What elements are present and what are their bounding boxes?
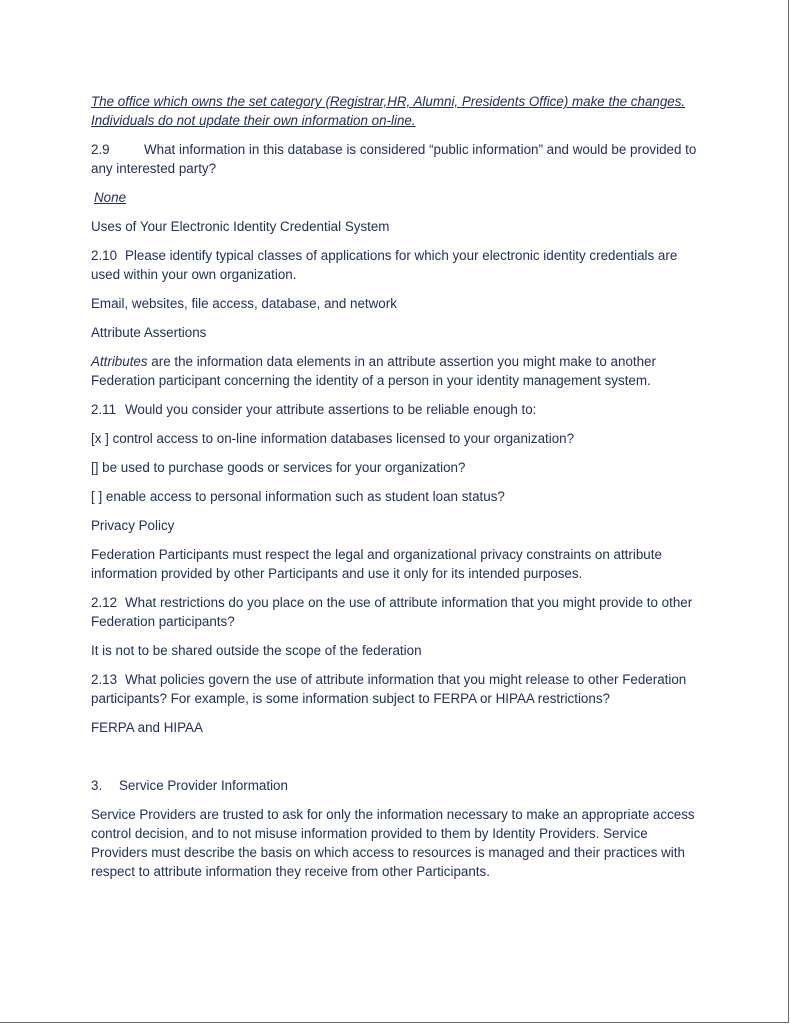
answer-2-9 [91, 188, 703, 207]
option-control-access: [x ] control access to on-line information databases licensed to your organization? [91, 431, 575, 446]
document-body [91, 92, 703, 881]
question-2-12 [91, 593, 703, 631]
question-text: What information in this database is considered “public information” and would be provided to any interested party? [91, 142, 697, 176]
intro-line-1: The office which owns the set category (Registrar,HR, Alumni, Presidents Office) make the changes. [91, 94, 686, 109]
question-2-9 [91, 140, 703, 178]
section-title: Service Provider Information [119, 778, 288, 793]
question-text: Would you consider your attribute assertions to be reliable enough to: [125, 402, 537, 417]
attributes-rest: are the information data elements in an attribute assertion you might make to another Federation participant concerning the identity of a person in your identity management system. [91, 354, 656, 388]
question-number: 2.13 [91, 672, 118, 687]
section-heading-privacy: Privacy Policy [91, 518, 175, 533]
privacy-description: Federation Participants must respect the legal and organizational privacy constraints on attribute information provided by other Participants and use it only for its intended purposes. [91, 547, 662, 581]
attributes-term: Attributes [91, 354, 148, 369]
intro-line-2: Individuals do not update their own information on-line. [91, 113, 416, 128]
question-text: What restrictions do you place on the use of attribute information that you might provide to other Federation participants? [91, 595, 693, 629]
option-purchase-goods: [] be used to purchase goods or services for your organization? [91, 460, 466, 475]
question-text: Please identify typical classes of applications for which your electronic identity credentials are used within your own organization. [91, 248, 678, 282]
attribute-description [91, 352, 703, 390]
question-number: 2.11 [91, 402, 117, 417]
answer-2-12: It is not to be shared outside the scope of the federation [91, 643, 422, 658]
section-heading-uses: Uses of Your Electronic Identity Credential System [91, 219, 390, 234]
section-3-description: Service Providers are trusted to ask for only the information necessary to make an appropriate access control decision, and to not misuse information provided to them by Identity Providers. Service Providers must describe the basis on which access to resources is managed and their practices with respect to attribute information they receive from other Participants. [91, 807, 695, 879]
answer-text: None [94, 190, 127, 205]
question-text: What policies govern the use of attribute information that you might release to other Federation participants? For example, is some information subject to FERPA or HIPAA restrictions? [91, 672, 687, 706]
question-2-10 [91, 246, 703, 284]
intro-answer [91, 92, 703, 130]
section-3-heading [91, 776, 703, 795]
question-number: 2.9 [91, 142, 110, 157]
question-2-11 [91, 400, 703, 419]
question-number: 2.10 [91, 248, 118, 263]
answer-2-13: FERPA and HIPAA [91, 720, 203, 735]
section-heading-attribute: Attribute Assertions [91, 325, 207, 340]
option-personal-info: [ ] enable access to personal information such as student loan status? [91, 489, 505, 504]
section-number: 3. [91, 778, 103, 793]
question-2-13 [91, 670, 703, 708]
question-number: 2.12 [91, 595, 118, 610]
answer-2-10: Email, websites, file access, database, and network [91, 296, 397, 311]
